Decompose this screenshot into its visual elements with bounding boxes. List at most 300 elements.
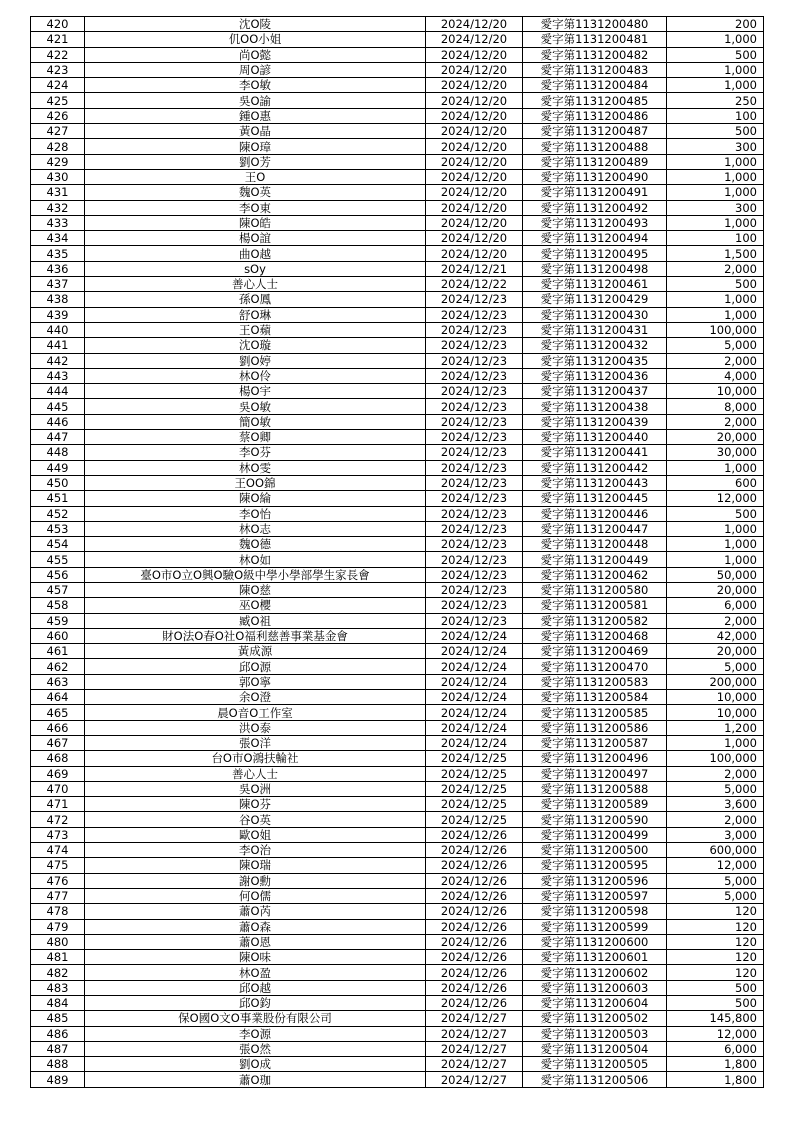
donation-date: 2024/12/23 <box>426 537 523 552</box>
donor-name: 李O源 <box>85 1026 426 1041</box>
row-number: 458 <box>31 598 85 613</box>
row-number: 429 <box>31 154 85 169</box>
table-row <box>31 322 764 337</box>
donation-amount: 2,000 <box>667 812 764 827</box>
donation-date: 2024/12/24 <box>426 735 523 750</box>
donor-name: 陳O皓 <box>85 215 426 230</box>
donation-amount: 12,000 <box>667 858 764 873</box>
donor-name: 郭O寧 <box>85 674 426 689</box>
donation-amount: 1,800 <box>667 1057 764 1072</box>
donor-name: 林O伶 <box>85 368 426 383</box>
donation-amount: 1,000 <box>667 215 764 230</box>
row-number: 457 <box>31 582 85 597</box>
row-number: 483 <box>31 980 85 995</box>
donation-date: 2024/12/23 <box>426 521 523 536</box>
receipt-number: 愛字第1131200482 <box>523 47 667 62</box>
row-number: 425 <box>31 93 85 108</box>
receipt-number: 愛字第1131200506 <box>523 1072 667 1087</box>
donation-amount: 20,000 <box>667 430 764 445</box>
donation-date: 2024/12/20 <box>426 78 523 93</box>
donation-amount: 500 <box>667 277 764 292</box>
donation-date: 2024/12/25 <box>426 781 523 796</box>
donation-amount: 1,000 <box>667 169 764 184</box>
donation-amount: 8,000 <box>667 399 764 414</box>
donation-amount: 1,000 <box>667 185 764 200</box>
donation-amount: 250 <box>667 93 764 108</box>
receipt-number: 愛字第1131200600 <box>523 934 667 949</box>
donor-name: 吳O諭 <box>85 93 426 108</box>
table-row <box>31 827 764 842</box>
row-number: 420 <box>31 17 85 32</box>
receipt-number: 愛字第1131200461 <box>523 277 667 292</box>
donation-date: 2024/12/24 <box>426 674 523 689</box>
donor-name: 李O敏 <box>85 78 426 93</box>
receipt-number: 愛字第1131200435 <box>523 353 667 368</box>
donor-name: 邱O源 <box>85 659 426 674</box>
donation-amount: 500 <box>667 996 764 1011</box>
donor-name: 魏O英 <box>85 185 426 200</box>
donation-date: 2024/12/23 <box>426 582 523 597</box>
receipt-number: 愛字第1131200485 <box>523 93 667 108</box>
receipt-number: 愛字第1131200500 <box>523 843 667 858</box>
donor-name: 劉O芳 <box>85 154 426 169</box>
donation-date: 2024/12/23 <box>426 506 523 521</box>
row-number: 470 <box>31 781 85 796</box>
donor-name: 林O盈 <box>85 965 426 980</box>
donation-amount: 300 <box>667 200 764 215</box>
donor-name: 王OO錦 <box>85 475 426 490</box>
donation-amount: 120 <box>667 934 764 949</box>
donation-date: 2024/12/20 <box>426 32 523 47</box>
donor-name: 林O如 <box>85 552 426 567</box>
receipt-number: 愛字第1131200442 <box>523 460 667 475</box>
table-row <box>31 598 764 613</box>
receipt-number: 愛字第1131200590 <box>523 812 667 827</box>
table-row <box>31 154 764 169</box>
donor-name: sOy <box>85 261 426 276</box>
donor-name: 邱O越 <box>85 980 426 995</box>
table-row <box>31 506 764 521</box>
donation-date: 2024/12/23 <box>426 338 523 353</box>
donor-name: 張O然 <box>85 1041 426 1056</box>
receipt-number: 愛字第1131200448 <box>523 537 667 552</box>
donation-date: 2024/12/27 <box>426 1072 523 1087</box>
receipt-number: 愛字第1131200470 <box>523 659 667 674</box>
table-row <box>31 919 764 934</box>
receipt-number: 愛字第1131200601 <box>523 950 667 965</box>
donation-amount: 1,000 <box>667 521 764 536</box>
donation-amount: 1,000 <box>667 735 764 750</box>
row-number: 472 <box>31 812 85 827</box>
table-row <box>31 292 764 307</box>
donor-name: 魏O德 <box>85 537 426 552</box>
table-row <box>31 674 764 689</box>
donation-amount: 2,000 <box>667 414 764 429</box>
table-row <box>31 1011 764 1026</box>
table-row <box>31 17 764 32</box>
donation-amount: 1,000 <box>667 460 764 475</box>
receipt-number: 愛字第1131200583 <box>523 674 667 689</box>
receipt-number: 愛字第1131200429 <box>523 292 667 307</box>
donor-name: 邱O鈞 <box>85 996 426 1011</box>
donation-amount: 200 <box>667 17 764 32</box>
donor-name: 台O市O鴻扶輪社 <box>85 751 426 766</box>
donor-name: 尚O懿 <box>85 47 426 62</box>
row-number: 438 <box>31 292 85 307</box>
donation-date: 2024/12/24 <box>426 720 523 735</box>
row-number: 471 <box>31 797 85 812</box>
row-number: 426 <box>31 108 85 123</box>
row-number: 440 <box>31 322 85 337</box>
table-row <box>31 781 764 796</box>
donation-date: 2024/12/26 <box>426 965 523 980</box>
row-number: 481 <box>31 950 85 965</box>
row-number: 455 <box>31 552 85 567</box>
row-number: 478 <box>31 904 85 919</box>
donor-name: 余O澄 <box>85 690 426 705</box>
donation-date: 2024/12/26 <box>426 904 523 919</box>
donation-date: 2024/12/23 <box>426 384 523 399</box>
receipt-number: 愛字第1131200489 <box>523 154 667 169</box>
donation-amount: 500 <box>667 47 764 62</box>
table-row <box>31 246 764 261</box>
donor-name: 晨O音O工作室 <box>85 705 426 720</box>
donation-amount: 500 <box>667 980 764 995</box>
table-row <box>31 644 764 659</box>
table-row <box>31 996 764 1011</box>
row-number: 423 <box>31 62 85 77</box>
row-number: 432 <box>31 200 85 215</box>
row-number: 474 <box>31 843 85 858</box>
donor-name: 曲O越 <box>85 246 426 261</box>
donor-name: 舒O琳 <box>85 307 426 322</box>
donation-amount: 500 <box>667 124 764 139</box>
donation-date: 2024/12/23 <box>426 445 523 460</box>
row-number: 433 <box>31 215 85 230</box>
table-row <box>31 1072 764 1087</box>
receipt-number: 愛字第1131200582 <box>523 613 667 628</box>
receipt-number: 愛字第1131200495 <box>523 246 667 261</box>
row-number: 434 <box>31 231 85 246</box>
donor-name: 楊O誼 <box>85 231 426 246</box>
row-number: 436 <box>31 261 85 276</box>
receipt-number: 愛字第1131200487 <box>523 124 667 139</box>
table-row <box>31 231 764 246</box>
donation-date: 2024/12/24 <box>426 644 523 659</box>
donation-amount: 2,000 <box>667 613 764 628</box>
donor-name: 簡O敏 <box>85 414 426 429</box>
row-number: 441 <box>31 338 85 353</box>
table-row <box>31 277 764 292</box>
donation-amount: 4,000 <box>667 368 764 383</box>
receipt-number: 愛字第1131200492 <box>523 200 667 215</box>
donation-amount: 1,000 <box>667 78 764 93</box>
donation-date: 2024/12/25 <box>426 751 523 766</box>
row-number: 488 <box>31 1057 85 1072</box>
receipt-number: 愛字第1131200490 <box>523 169 667 184</box>
donation-amount: 5,000 <box>667 888 764 903</box>
receipt-number: 愛字第1131200604 <box>523 996 667 1011</box>
donor-name: 蕭O森 <box>85 919 426 934</box>
donation-amount: 120 <box>667 904 764 919</box>
donation-amount: 100,000 <box>667 322 764 337</box>
donor-name: 歐O姐 <box>85 827 426 842</box>
table-row <box>31 491 764 506</box>
row-number: 446 <box>31 414 85 429</box>
donor-name: 陳O芬 <box>85 797 426 812</box>
donation-date: 2024/12/23 <box>426 399 523 414</box>
table-row <box>31 384 764 399</box>
donor-name: 蕭O芮 <box>85 904 426 919</box>
row-number: 450 <box>31 475 85 490</box>
row-number: 452 <box>31 506 85 521</box>
donor-name: 孫O鳳 <box>85 292 426 307</box>
donation-date: 2024/12/25 <box>426 797 523 812</box>
donation-date: 2024/12/23 <box>426 292 523 307</box>
donation-date: 2024/12/26 <box>426 950 523 965</box>
table-row <box>31 904 764 919</box>
row-number: 486 <box>31 1026 85 1041</box>
receipt-number: 愛字第1131200602 <box>523 965 667 980</box>
row-number: 443 <box>31 368 85 383</box>
table-row <box>31 980 764 995</box>
receipt-number: 愛字第1131200483 <box>523 62 667 77</box>
row-number: 463 <box>31 674 85 689</box>
donation-date: 2024/12/26 <box>426 888 523 903</box>
donation-date: 2024/12/25 <box>426 812 523 827</box>
row-number: 482 <box>31 965 85 980</box>
row-number: 448 <box>31 445 85 460</box>
donor-name: 善心人士 <box>85 277 426 292</box>
row-number: 476 <box>31 873 85 888</box>
table-row <box>31 965 764 980</box>
donation-amount: 20,000 <box>667 644 764 659</box>
table-row <box>31 32 764 47</box>
donation-table <box>30 16 764 1088</box>
row-number: 477 <box>31 888 85 903</box>
row-number: 437 <box>31 277 85 292</box>
row-number: 461 <box>31 644 85 659</box>
row-number: 454 <box>31 537 85 552</box>
receipt-number: 愛字第1131200462 <box>523 567 667 582</box>
table-row <box>31 690 764 705</box>
table-row <box>31 1041 764 1056</box>
table-row <box>31 582 764 597</box>
donation-amount: 600,000 <box>667 843 764 858</box>
receipt-number: 愛字第1131200439 <box>523 414 667 429</box>
receipt-number: 愛字第1131200484 <box>523 78 667 93</box>
receipt-number: 愛字第1131200586 <box>523 720 667 735</box>
row-number: 462 <box>31 659 85 674</box>
table-row <box>31 613 764 628</box>
donation-date: 2024/12/23 <box>426 598 523 613</box>
donation-date: 2024/12/23 <box>426 491 523 506</box>
donation-date: 2024/12/20 <box>426 215 523 230</box>
row-number: 459 <box>31 613 85 628</box>
table-row <box>31 78 764 93</box>
donor-name: 吳O洲 <box>85 781 426 796</box>
donor-name: 林O志 <box>85 521 426 536</box>
table-row <box>31 108 764 123</box>
table-row <box>31 766 764 781</box>
row-number: 451 <box>31 491 85 506</box>
donation-date: 2024/12/27 <box>426 1011 523 1026</box>
receipt-number: 愛字第1131200431 <box>523 322 667 337</box>
receipt-number: 愛字第1131200497 <box>523 766 667 781</box>
donation-date: 2024/12/26 <box>426 996 523 1011</box>
donation-date: 2024/12/22 <box>426 277 523 292</box>
donation-date: 2024/12/20 <box>426 17 523 32</box>
donation-date: 2024/12/27 <box>426 1057 523 1072</box>
donation-amount: 2,000 <box>667 261 764 276</box>
donation-date: 2024/12/26 <box>426 873 523 888</box>
table-row <box>31 1057 764 1072</box>
donation-amount: 3,000 <box>667 827 764 842</box>
donor-name: 李O治 <box>85 843 426 858</box>
table-row <box>31 552 764 567</box>
donation-date: 2024/12/24 <box>426 705 523 720</box>
donation-amount: 600 <box>667 475 764 490</box>
row-number: 447 <box>31 430 85 445</box>
receipt-number: 愛字第1131200581 <box>523 598 667 613</box>
donor-name: 陳O慈 <box>85 582 426 597</box>
donation-table-body <box>31 17 764 1088</box>
donor-name: 臧O祖 <box>85 613 426 628</box>
receipt-number: 愛字第1131200496 <box>523 751 667 766</box>
donation-date: 2024/12/20 <box>426 93 523 108</box>
row-number: 456 <box>31 567 85 582</box>
donation-date: 2024/12/23 <box>426 475 523 490</box>
table-row <box>31 460 764 475</box>
donation-date: 2024/12/20 <box>426 185 523 200</box>
receipt-number: 愛字第1131200499 <box>523 827 667 842</box>
receipt-number: 愛字第1131200441 <box>523 445 667 460</box>
receipt-number: 愛字第1131200498 <box>523 261 667 276</box>
donation-date: 2024/12/24 <box>426 690 523 705</box>
receipt-number: 愛字第1131200596 <box>523 873 667 888</box>
donation-amount: 100 <box>667 231 764 246</box>
table-row <box>31 475 764 490</box>
table-row <box>31 797 764 812</box>
donor-name: 王O蘋 <box>85 322 426 337</box>
receipt-number: 愛字第1131200598 <box>523 904 667 919</box>
donation-amount: 5,000 <box>667 338 764 353</box>
donation-date: 2024/12/23 <box>426 307 523 322</box>
donor-name: 巫O櫻 <box>85 598 426 613</box>
receipt-number: 愛字第1131200504 <box>523 1041 667 1056</box>
donation-amount: 1,200 <box>667 720 764 735</box>
receipt-number: 愛字第1131200480 <box>523 17 667 32</box>
donor-name: 財O法O春O社O福利慈善事業基金會 <box>85 628 426 643</box>
row-number: 468 <box>31 751 85 766</box>
donation-amount: 100 <box>667 108 764 123</box>
table-row <box>31 934 764 949</box>
donation-amount: 120 <box>667 950 764 965</box>
table-row <box>31 521 764 536</box>
donation-amount: 12,000 <box>667 491 764 506</box>
donation-date: 2024/12/23 <box>426 613 523 628</box>
receipt-number: 愛字第1131200589 <box>523 797 667 812</box>
donation-amount: 50,000 <box>667 567 764 582</box>
donor-name: 臺O市O立O興O驗O級中學小學部學生家長會 <box>85 567 426 582</box>
receipt-number: 愛字第1131200491 <box>523 185 667 200</box>
donor-name: 洪O泰 <box>85 720 426 735</box>
donor-name: 陳O綸 <box>85 491 426 506</box>
donation-amount: 1,000 <box>667 154 764 169</box>
table-row <box>31 185 764 200</box>
row-number: 460 <box>31 628 85 643</box>
donor-name: 保O國O文O事業股份有限公司 <box>85 1011 426 1026</box>
donor-name: 黃O晶 <box>85 124 426 139</box>
donation-date: 2024/12/20 <box>426 62 523 77</box>
table-row <box>31 47 764 62</box>
donor-name: 林O雯 <box>85 460 426 475</box>
row-number: 430 <box>31 169 85 184</box>
table-row <box>31 307 764 322</box>
donation-amount: 20,000 <box>667 582 764 597</box>
receipt-number: 愛字第1131200603 <box>523 980 667 995</box>
donation-date: 2024/12/26 <box>426 827 523 842</box>
donor-name: 黃成源 <box>85 644 426 659</box>
row-number: 428 <box>31 139 85 154</box>
receipt-number: 愛字第1131200505 <box>523 1057 667 1072</box>
donation-date: 2024/12/27 <box>426 1026 523 1041</box>
table-row <box>31 628 764 643</box>
donor-name: 谷O英 <box>85 812 426 827</box>
donation-date: 2024/12/23 <box>426 322 523 337</box>
row-number: 484 <box>31 996 85 1011</box>
donation-amount: 5,000 <box>667 873 764 888</box>
row-number: 464 <box>31 690 85 705</box>
receipt-number: 愛字第1131200436 <box>523 368 667 383</box>
table-row <box>31 200 764 215</box>
receipt-number: 愛字第1131200468 <box>523 628 667 643</box>
table-row <box>31 858 764 873</box>
donor-name: 王O <box>85 169 426 184</box>
donor-name: 李O怡 <box>85 506 426 521</box>
receipt-number: 愛字第1131200502 <box>523 1011 667 1026</box>
donation-amount: 10,000 <box>667 705 764 720</box>
table-row <box>31 445 764 460</box>
table-row <box>31 705 764 720</box>
receipt-number: 愛字第1131200599 <box>523 919 667 934</box>
donation-amount: 3,600 <box>667 797 764 812</box>
donation-date: 2024/12/20 <box>426 154 523 169</box>
donation-amount: 120 <box>667 965 764 980</box>
donor-name: 蕭O恩 <box>85 934 426 949</box>
row-number: 485 <box>31 1011 85 1026</box>
table-row <box>31 843 764 858</box>
row-number: 489 <box>31 1072 85 1087</box>
row-number: 449 <box>31 460 85 475</box>
table-row <box>31 399 764 414</box>
donation-amount: 42,000 <box>667 628 764 643</box>
donation-date: 2024/12/26 <box>426 843 523 858</box>
donation-date: 2024/12/21 <box>426 261 523 276</box>
row-number: 435 <box>31 246 85 261</box>
donation-date: 2024/12/26 <box>426 980 523 995</box>
donor-name: 蕭O珈 <box>85 1072 426 1087</box>
donation-amount: 1,000 <box>667 62 764 77</box>
table-row <box>31 735 764 750</box>
donation-amount: 2,000 <box>667 353 764 368</box>
receipt-number: 愛字第1131200440 <box>523 430 667 445</box>
receipt-number: 愛字第1131200443 <box>523 475 667 490</box>
donor-name: 李O芬 <box>85 445 426 460</box>
donation-amount: 1,800 <box>667 1072 764 1087</box>
row-number: 453 <box>31 521 85 536</box>
donor-name: 楊O宇 <box>85 384 426 399</box>
